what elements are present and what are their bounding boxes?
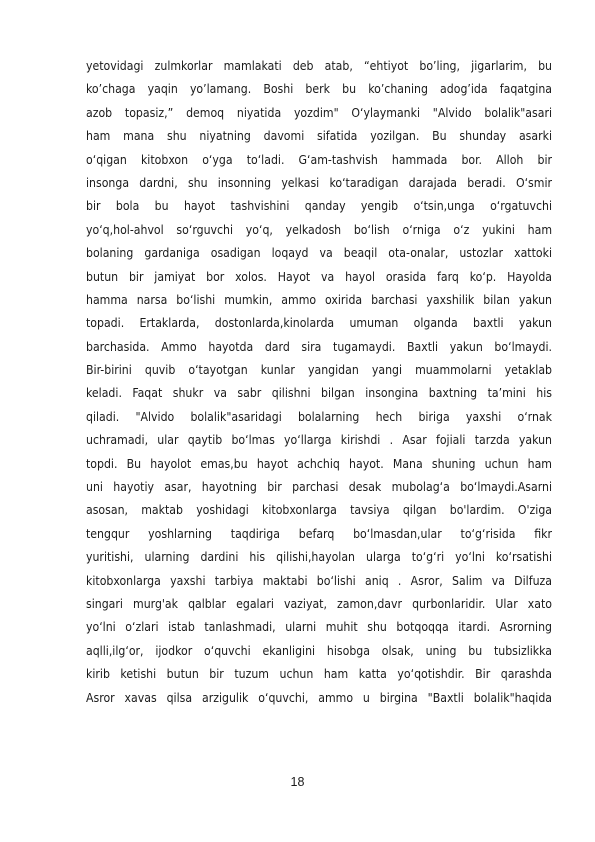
text-line: uni hayotiy asar, hayotning bir parchasi desak mubolag‘a bo‘lmaydi.Asarni [86,480,552,495]
text-line: aqlli,ilg‘or, ijodkor o‘quvchi ekanligini hisobga olsak, uning bu tubsizlikka [86,643,552,658]
text-line: bir bola bu hayot tashvishini qanday yengib o‘tsin,unga o‘rgatuvchi [86,199,552,214]
text-line: insonga dardni, shu insonning yelkasi ko‘taradigan darajada beradi. O‘smir [86,175,552,190]
text-line: asosan, maktab yoshidagi kitobxonlarga tavsiya qilgan bo'lardim. O'ziga [86,503,552,518]
text-line: topadi. Ertaklarda, dostonlarda,kinolarda umuman olganda baxtli yakun [86,316,552,331]
text-line: kitobxonlarga yaxshi tarbiya maktabi bo‘lishi aniq . Asror, Salim va Dilfuza [86,573,552,588]
text-line: barchasida. Ammo hayotda dard sira tugamaydi. Baxtli yakun bo‘lmaydi. [86,339,552,354]
text-line: qiladi. "Alvido bolalik"asaridagi bolalarning hech biriga yaxshi o‘rnak [86,409,552,424]
text-line: yuritishi, ularning dardini his qilishi,hayolan ularga to‘g‘ri yo‘lni ko‘rsatishi [86,550,552,565]
text-line: tengqur yoshlarning taqdiriga befarq bo‘lmasdan,ular to‘g‘risida fikr [86,526,552,541]
text-line: yo‘q,hol-ahvol so‘rguvchi yo‘q, yelkadosh bo‘lish o‘rniga o‘z yukini ham [86,222,552,237]
text-line: Asror xavas qilsa arzigulik o‘quvchi, ammo u birgina "Baxtli bolalik"haqida [86,690,552,705]
text-line: ko’chaga yaqin yo’lamang. Boshi berk bu ko’chaning adog’ida faqatgina [86,82,552,97]
text-line: uchramadi, ular qaytib bo‘lmas yo‘llarga kirishdi . Asar fojiali tarzda yakun [86,433,552,448]
body-text [86,55,552,710]
page-number: 18 [290,775,305,789]
text-line: topdi. Bu hayolot emas,bu hayot achchiq hayot. Mana shuning uchun ham [86,456,552,471]
text-line: azob topasiz,” demoq niyatida yozdim" O‘ylaymanki "Alvido bolalik"asari [86,105,552,120]
text-line: ham mana shu niyatning davomi sifatida yozilgan. Bu shunday asarki [86,129,552,144]
text-line: hamma narsa bo‘lishi mumkin, ammo oxirida barchasi yaxshilik bilan yakun [86,292,552,307]
text-line: yo‘lni o‘zlari istab tanlashmadi, ularni muhit shu botqoqqa itardi. Asrorning [86,620,552,635]
text-line: bolaning gardaniga osadigan loqayd va beaqil ota-onalar, ustozlar xattoki [86,246,552,261]
text-line: yetovidagi zulmkorlar mamlakati deb atab, “ehtiyot bo’ling, jigarlarim, bu [86,59,552,73]
text-line: Bir-birini quvib o‘tayotgan kunlar yangidan yangi muammolarni yetaklab [86,363,552,378]
text-line: kirib ketishi butun bir tuzum uchun ham katta yo‘qotishdir. Bir qarashda [86,667,552,682]
text-line: keladi. Faqat shukr va sabr qilishni bilgan insongina baxtning ta’mini his [86,386,552,401]
text-line: o‘qigan kitobxon o‘yga to‘ladi. G‘am-tashvish hammada bor. Alloh bir [86,152,552,167]
text-line: butun bir jamiyat bor xolos. Hayot va hayol orasida farq ko‘p. Hayolda [86,269,552,284]
text-line: singari murg'ak qalblar egalari vaziyat, zamon,davr qurbonlaridir. Ular xato [86,596,552,611]
